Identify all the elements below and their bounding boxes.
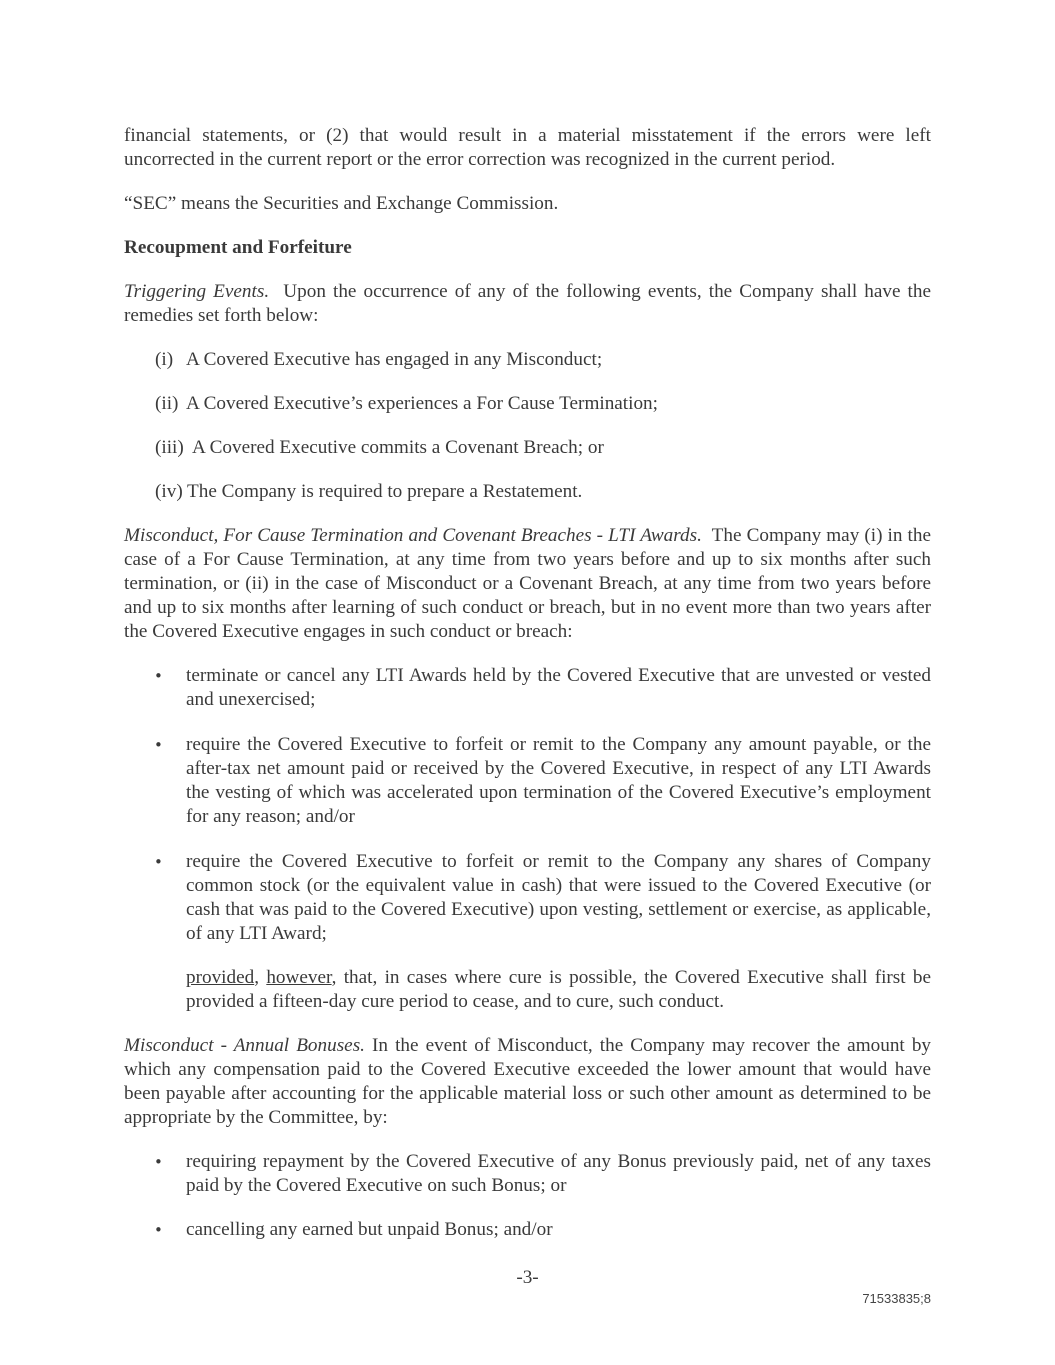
annual-bonuses-text: In the event of Misconduct, the Company may recover the amount by which any compensation paid to the Covered Executive exceeded the lower amount that would have been payable after accounting for the applicable material loss or such other amount as determined to be appropriate by the Committee, by: [124, 1035, 932, 1128]
proviso-text: , that, in cases where cure is possible, the Covered Executive shall first be provided a fifteen-day cure period to cease, and to cure, such conduct. [186, 967, 932, 1012]
bullet-icon: • [154, 667, 163, 685]
list-item-text: require the Covered Executive to forfeit or remit to the Company any shares of Company common stock (or the equivalent value in cash) that were issued to the Covered Executive (or cash that was paid to the Covered Executive) upon vesting, settlement or exercise, as applicable, of any LTI Award; [186, 851, 931, 944]
triggering-events-list [155, 348, 931, 504]
list-item-text: terminate or cancel any LTI Awards held by the Covered Executive that are unvested or vested and unexercised; [186, 665, 931, 710]
lti-awards-paragraph [124, 524, 931, 644]
bullet-icon: • [154, 853, 163, 871]
lti-remedies-list [124, 664, 931, 946]
list-item [124, 850, 931, 946]
list-item-text: A Covered Executive commits a Covenant Breach; or [192, 437, 604, 458]
sec-definition: “SEC” means the Securities and Exchange Commission. [124, 193, 559, 214]
lti-awards-title: Misconduct, For Cause Termination and Covenant Breaches - LTI Awards. [124, 525, 702, 546]
triggering-events-title: Triggering Events. [124, 281, 270, 302]
proviso-paragraph: provided, however, that, in cases where cure is possible, the Covered Executive shall first be provided a fifteen-day cure period to cease, and to cure, such conduct. [186, 967, 932, 1012]
list-item-label: (iii) [155, 437, 184, 458]
triggering-events-paragraph [124, 280, 931, 328]
list-item [155, 392, 931, 416]
list-item [155, 348, 931, 372]
list-item-text: The Company is required to prepare a Restatement. [187, 481, 583, 502]
list-item-text: A Covered Executive’s experiences a For Cause Termination; [186, 393, 658, 414]
list-item-label: (ii) [155, 393, 179, 414]
list-item [124, 664, 931, 712]
list-item-text: cancelling any earned but unpaid Bonus; and/or [186, 1219, 553, 1240]
list-item [124, 733, 931, 829]
lti-awards-text: The Company may (i) in the case of a For Cause Termination, at any time from two years before and up to six months after such termination, or (ii) in the case of Misconduct or a Covenant Breach, at any time from two years before and up to six months after learning of such conduct or breach, but in no event more than two years after the Covered Executive engages in such conduct or breach: [124, 525, 931, 642]
proviso-provided: provided [186, 967, 255, 988]
list-item-text: A Covered Executive has engaged in any Misconduct; [186, 349, 603, 370]
list-item-text: requiring repayment by the Covered Executive of any Bonus previously paid, net of any taxes paid by the Covered Executive on such Bonus; or [186, 1151, 931, 1196]
list-item [124, 1218, 931, 1242]
section-heading: Recoupment and Forfeiture [124, 237, 352, 258]
bullet-icon: • [154, 736, 163, 754]
bullet-icon: • [154, 1221, 163, 1239]
proviso-however: however [266, 967, 332, 988]
annual-remedies-list [124, 1150, 931, 1242]
annual-bonuses-title: Misconduct - Annual Bonuses. [124, 1035, 365, 1056]
list-item-label: (i) [155, 349, 174, 370]
annual-bonuses-paragraph [124, 1034, 931, 1130]
document-page [124, 124, 931, 1242]
list-item [155, 480, 931, 504]
document-id: 71533835;8 [862, 1291, 931, 1306]
list-item [155, 436, 931, 460]
list-item [124, 1150, 931, 1198]
triggering-events-text: Upon the occurrence of any of the following events, the Company shall have the remedies set forth below: [124, 281, 932, 326]
list-item-text: require the Covered Executive to forfeit or remit to the Company any amount payable, or the after-tax net amount paid or received by the Covered Executive, in respect of any LTI Awards the vesting of which was accelerated upon termination of the Covered Executive’s employment for any reason; and/or [186, 734, 931, 827]
paragraph-continued: financial statements, or (2) that would result in a material misstatement if the errors were left uncorrected in the current report or the error correction was recognized in the current period. [124, 125, 931, 170]
bullet-icon: • [154, 1153, 163, 1171]
list-item-label: (iv) [155, 481, 183, 502]
page-number: -3- [516, 1267, 539, 1288]
